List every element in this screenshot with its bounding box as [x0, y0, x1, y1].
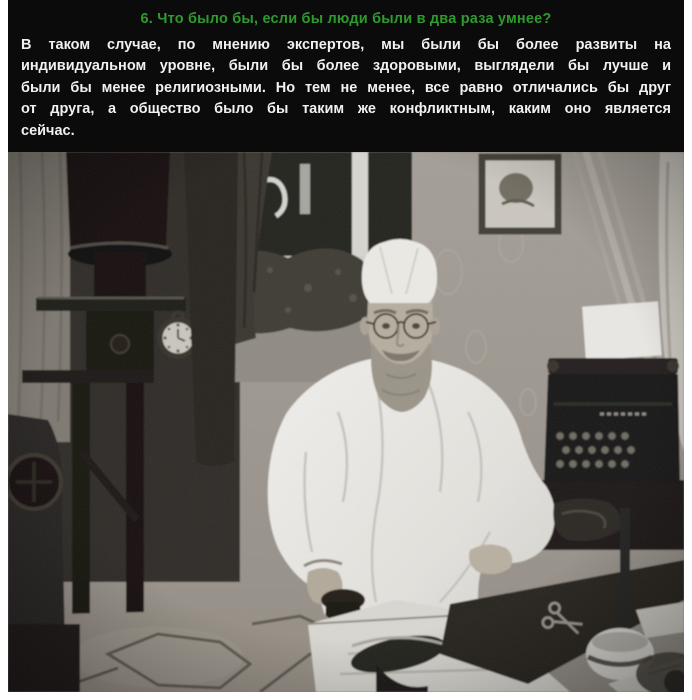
film-still-photo	[8, 152, 684, 692]
caption-panel	[8, 0, 684, 152]
caption-title: 6. Что было бы, если бы люди были в два раза умнее?	[140, 11, 552, 27]
caption-line: В таком случае, по мнению экспертов, мы были бы более развиты на	[21, 37, 671, 53]
caption-line: были бы менее религиозными. Но тем не менее, все равно отличались бы друг	[21, 79, 671, 96]
vignette-overlay	[8, 152, 684, 692]
caption-line: индивидуальном уровне, были бы более здоровыми, выглядели бы лучше и	[21, 58, 671, 75]
caption-line: от друга, а общество было бы таким же конфликтным, каким оно является	[21, 101, 671, 118]
caption-line: сейчас.	[21, 122, 75, 139]
caption-body	[21, 35, 671, 142]
film-still-scene	[8, 152, 684, 692]
